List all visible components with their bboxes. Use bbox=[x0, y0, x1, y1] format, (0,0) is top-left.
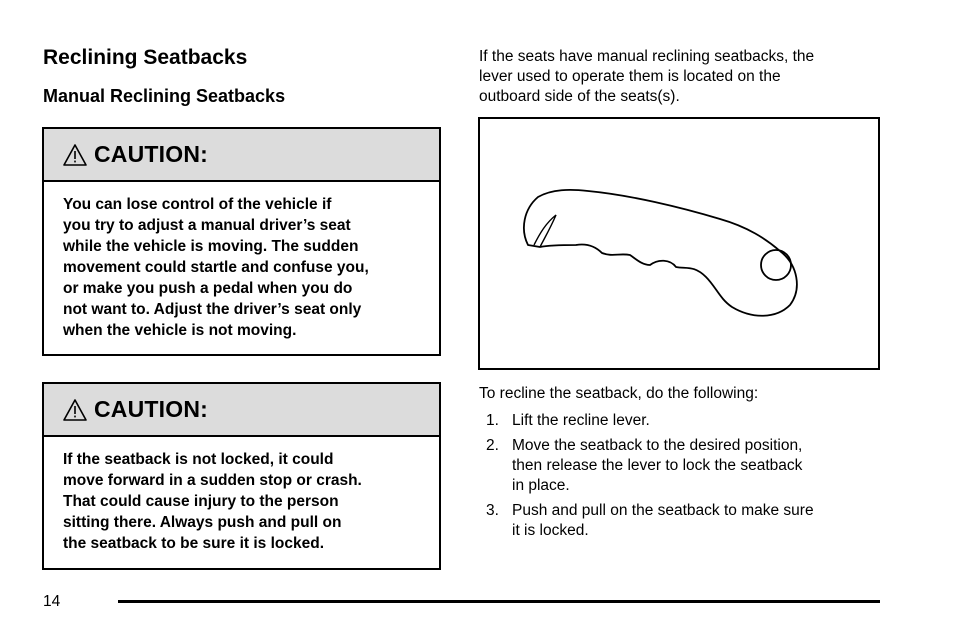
recline-lever-icon bbox=[480, 119, 878, 368]
caution-line: That could cause injury to the person bbox=[63, 493, 339, 510]
intro-line: outboard side of the seats(s). bbox=[479, 88, 680, 105]
caution-text bbox=[44, 437, 439, 554]
intro-line: If the seats have manual reclining seatbacks, the bbox=[479, 48, 815, 65]
section-heading: Reclining Seatbacks bbox=[43, 46, 248, 69]
step-number: 3. bbox=[486, 502, 499, 519]
caution-line: not want to. Adjust the driver’s seat only bbox=[63, 301, 362, 318]
caution-box-2 bbox=[42, 382, 441, 570]
step-number: 2. bbox=[486, 437, 499, 454]
steps-intro: To recline the seatback, do the following: bbox=[479, 385, 759, 402]
caution-title: CAUTION: bbox=[94, 141, 209, 167]
list-item bbox=[486, 436, 814, 496]
caution-text bbox=[44, 182, 439, 341]
footer-rule bbox=[118, 600, 880, 603]
caution-line: move forward in a sudden stop or crash. bbox=[63, 472, 362, 489]
step-line: it is locked. bbox=[512, 522, 589, 539]
intro-paragraph bbox=[479, 47, 814, 107]
step-text bbox=[512, 411, 814, 431]
recline-lever-figure bbox=[478, 117, 880, 370]
caution-title: CAUTION: bbox=[94, 396, 209, 422]
step-text bbox=[512, 501, 814, 541]
step-text bbox=[512, 436, 814, 496]
step-number: 1. bbox=[486, 412, 499, 429]
caution-line: while the vehicle is moving. The sudden bbox=[63, 238, 359, 255]
warning-triangle-icon bbox=[62, 143, 88, 167]
step-line: then release the lever to lock the seatback bbox=[512, 457, 803, 474]
list-item bbox=[486, 501, 814, 541]
intro-line: lever used to operate them is located on the bbox=[479, 68, 781, 85]
list-item bbox=[486, 411, 814, 431]
warning-triangle-icon bbox=[62, 398, 88, 422]
step-line: Lift the recline lever. bbox=[512, 412, 650, 429]
caution-line: when the vehicle is not moving. bbox=[63, 322, 297, 339]
caution-line: you try to adjust a manual driver’s seat bbox=[63, 217, 351, 234]
step-line: Push and pull on the seatback to make sure bbox=[512, 502, 814, 519]
caution-header bbox=[44, 129, 439, 182]
caution-line: You can lose control of the vehicle if bbox=[63, 196, 332, 213]
caution-line: If the seatback is not locked, it could bbox=[63, 451, 334, 468]
steps-list bbox=[486, 411, 814, 546]
page-number: 14 bbox=[43, 593, 61, 610]
caution-line: the seatback to be sure it is locked. bbox=[63, 535, 325, 552]
section-subheading: Manual Reclining Seatbacks bbox=[43, 86, 286, 106]
step-line: in place. bbox=[512, 477, 570, 494]
caution-line: sitting there. Always push and pull on bbox=[63, 514, 342, 531]
caution-box-1 bbox=[42, 127, 441, 356]
caution-line: or make you push a pedal when you do bbox=[63, 280, 353, 297]
caution-line: movement could startle and confuse you, bbox=[63, 259, 369, 276]
caution-header bbox=[44, 384, 439, 437]
step-line: Move the seatback to the desired position, bbox=[512, 437, 803, 454]
